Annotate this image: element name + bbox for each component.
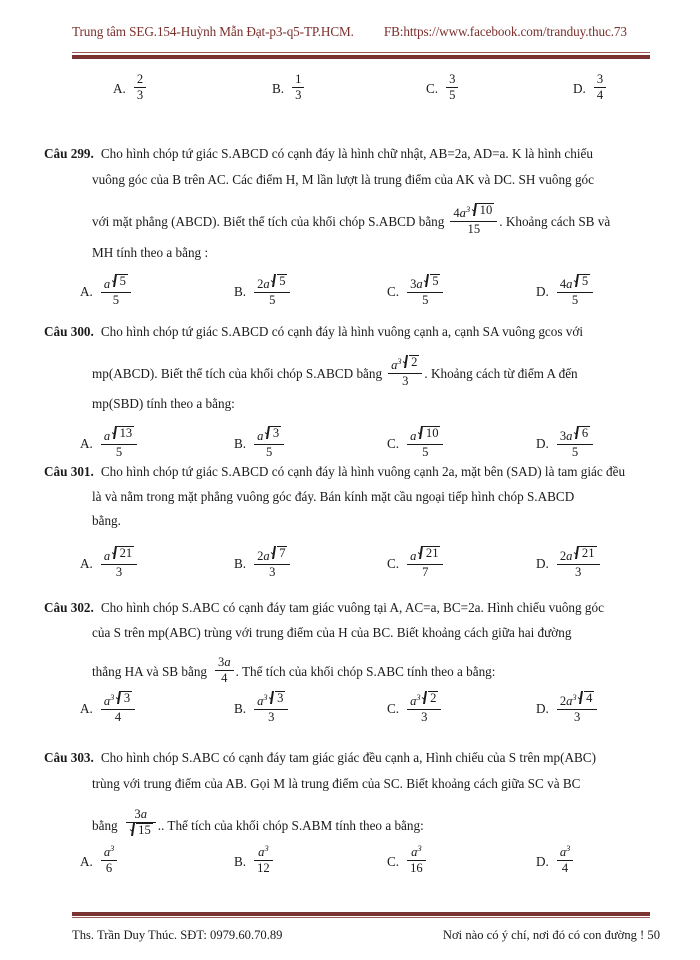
- option-a[interactable]: [80, 843, 119, 876]
- question-number: Câu 301.: [44, 464, 94, 479]
- option-d[interactable]: [536, 425, 595, 461]
- fraction-denominator: 5: [446, 87, 458, 102]
- question-301-line-2-wrap: [92, 489, 574, 504]
- question-text: bằng.: [92, 513, 121, 528]
- options-row-300: [0, 425, 700, 468]
- variable: a: [224, 655, 231, 669]
- radical-icon: [577, 692, 595, 705]
- option-value-fraction: [134, 73, 146, 102]
- option-d[interactable]: [536, 690, 599, 726]
- option-value-fraction: [557, 547, 600, 580]
- fraction-numerator: [557, 692, 598, 709]
- exponent: 3: [264, 843, 269, 853]
- fraction-numerator: [388, 356, 422, 373]
- variable: a: [459, 206, 466, 221]
- option-value-fraction: [594, 73, 606, 102]
- question-302-line-3-wrap: [92, 657, 495, 686]
- radicand: 5: [430, 274, 441, 288]
- option-letter: C.: [387, 701, 400, 717]
- fraction-denominator: 3: [407, 709, 441, 724]
- option-value-fraction: [407, 692, 441, 725]
- fraction-denominator: 5: [101, 444, 137, 459]
- option-value-fraction: [557, 692, 598, 725]
- question-299-line-1: [44, 146, 593, 161]
- option-value-fraction: [101, 547, 137, 580]
- option-letter: B.: [234, 436, 247, 452]
- option-letter: A.: [113, 80, 126, 96]
- radicand: 21: [117, 546, 134, 560]
- option-letter: C.: [387, 853, 400, 869]
- coefficient: 3: [410, 277, 417, 292]
- exponent: 3: [397, 357, 402, 367]
- fraction-numerator: [407, 547, 443, 564]
- question-299-line-4-wrap: [92, 245, 208, 260]
- fraction-numerator: [101, 843, 117, 860]
- radical-icon: [572, 547, 596, 560]
- exponent: 3: [417, 843, 422, 853]
- fraction-denominator: 5: [557, 292, 593, 307]
- option-letter: A.: [80, 284, 93, 300]
- question-301: [44, 464, 625, 479]
- option-a[interactable]: [80, 425, 139, 461]
- header-rule-thin: [72, 52, 650, 53]
- option-letter: B.: [234, 701, 247, 717]
- radical-icon: [416, 547, 440, 560]
- question-text: với mặt phẳng (ABCD). Biết thể tích của khối chóp S.ABCD bằng: [92, 213, 445, 229]
- radical-icon: [421, 692, 439, 705]
- fraction-numerator: [101, 692, 135, 709]
- question-text: MH tính theo a bằng :: [92, 245, 209, 260]
- question-number: Câu 300.: [44, 324, 94, 339]
- option-letter: B.: [234, 853, 247, 869]
- fraction-numerator: [254, 692, 288, 709]
- variable: a: [103, 429, 111, 444]
- fraction-denominator: 5: [254, 292, 290, 307]
- fraction-numerator: 2: [136, 72, 144, 86]
- radical-icon: [268, 692, 286, 705]
- fraction-denominator: 3: [254, 564, 290, 579]
- options-row-299: [0, 273, 700, 316]
- fraction-denominator: 4: [594, 87, 606, 102]
- fraction-numerator: [557, 843, 573, 860]
- fraction-denominator: 5: [407, 292, 443, 307]
- question-text: Cho hình chóp S.ABC có cạnh đáy tam giác giác đều cạnh a, Hình chiếu của S trên mp(ABC): [100, 750, 596, 765]
- option-a[interactable]: [113, 74, 148, 103]
- variable: a: [140, 807, 147, 821]
- footer-rule-thin: [72, 917, 650, 918]
- fraction-denominator: 3: [101, 564, 137, 579]
- radicand: 5: [579, 274, 590, 288]
- radicand: 21: [579, 546, 596, 560]
- question-number: Câu 302.: [44, 600, 94, 615]
- option-value-fraction: [446, 73, 458, 102]
- radicand: 3: [270, 426, 281, 440]
- fraction-numerator: [450, 204, 497, 221]
- variable: a: [257, 429, 264, 444]
- fraction-numerator: [101, 547, 137, 564]
- radicand: 3: [121, 691, 132, 705]
- radical-icon: [110, 547, 134, 560]
- option-value-fraction: [101, 275, 131, 308]
- option-a[interactable]: [80, 273, 133, 309]
- fraction-denominator: 3: [254, 709, 288, 724]
- fraction-numerator: 1: [295, 72, 302, 86]
- option-d[interactable]: [536, 273, 595, 309]
- question-text: Cho hình chóp tứ giác S.ABCD có cạnh đáy là hình vuông cạnh 2a, mặt bên (SAD) là tam giác đều: [100, 464, 626, 479]
- radicand: 13: [117, 426, 134, 440]
- radical-icon: [263, 427, 281, 440]
- fraction-denominator: 5: [101, 292, 131, 307]
- variable: a: [257, 694, 264, 709]
- variable: a: [103, 277, 111, 292]
- option-letter: A.: [80, 436, 93, 452]
- radicand: 5: [277, 274, 288, 288]
- question-300-line-3-wrap: [92, 396, 235, 411]
- option-b[interactable]: [234, 690, 290, 726]
- footer-rule-thick: [72, 912, 650, 916]
- option-letter: D.: [573, 80, 586, 96]
- question-text: Cho hình chóp S.ABC có cạnh đáy tam giác vuông tại A, AC=a, BC=2a. Hình chiếu vuông góc: [100, 600, 604, 615]
- question-300: [44, 324, 583, 339]
- fraction-numerator: 3: [596, 72, 604, 86]
- radicand: 7: [277, 546, 288, 560]
- fraction-denominator: 3: [388, 373, 422, 388]
- variable: a: [566, 549, 573, 564]
- radical-icon: [114, 692, 132, 705]
- fraction-numerator: 3: [449, 72, 456, 86]
- question-number: Câu 299.: [44, 146, 94, 161]
- option-value-fraction: [254, 427, 284, 460]
- option-letter: C.: [387, 436, 400, 452]
- fraction-numerator: [557, 547, 600, 564]
- option-letter: B.: [272, 80, 285, 96]
- options-row-top: [0, 74, 700, 114]
- option-value-fraction: [254, 547, 290, 580]
- option-letter: A.: [80, 701, 93, 717]
- fraction-numerator: [101, 427, 137, 444]
- option-value-fraction: [101, 692, 135, 725]
- exponent: 3: [465, 205, 471, 215]
- radical-icon: [423, 275, 441, 288]
- option-letter: C.: [387, 284, 400, 300]
- fraction-denominator: 4: [215, 670, 234, 685]
- variable: a: [566, 429, 573, 444]
- exponent: 3: [110, 843, 115, 853]
- radical-icon: [110, 275, 128, 288]
- option-value-fraction: [254, 692, 288, 725]
- question-303-line-3-wrap: [92, 809, 424, 842]
- option-letter: A.: [80, 556, 93, 572]
- radical-icon: [110, 427, 134, 440]
- coefficient: 3: [218, 655, 225, 669]
- fraction-denominator: 12: [254, 860, 273, 875]
- exponent: 3: [263, 693, 268, 703]
- page-header: [72, 24, 650, 54]
- option-b[interactable]: [234, 425, 286, 461]
- variable: a: [263, 549, 270, 564]
- option-letter: C.: [426, 80, 439, 96]
- question-text: bằng: [92, 817, 118, 833]
- question-text: thẳng HA và SB bằng: [92, 664, 208, 680]
- option-d[interactable]: [536, 545, 602, 581]
- option-a[interactable]: [80, 690, 137, 726]
- fraction-numerator: [101, 275, 131, 292]
- radical-icon: [270, 547, 288, 560]
- option-value-fraction: [407, 427, 443, 460]
- question-text: Cho hình chóp tứ giác S.ABCD có cạnh đáy là hình vuông cạnh a, cạnh SA vuông gcos với: [100, 324, 584, 339]
- radical-icon: [572, 427, 590, 440]
- exponent: 3: [110, 693, 115, 703]
- fraction-denominator: 3: [292, 87, 304, 102]
- question-302-line-2-wrap: [92, 625, 571, 640]
- radical-icon: [402, 356, 420, 369]
- option-value-fraction: [407, 275, 443, 308]
- question-text: vuông góc của B trên AC. Các điểm H, M lần lượt là trung điểm của AK và DC. SH vuông góc: [92, 172, 594, 187]
- option-value-fraction: [557, 843, 573, 876]
- option-value-fraction: [101, 843, 117, 876]
- option-letter: D.: [536, 284, 549, 300]
- option-b[interactable]: [234, 273, 292, 309]
- question-text: của S trên mp(ABC) trùng với trung điểm của H của BC. Biết khoảng cách giữa hai đường: [92, 625, 572, 640]
- option-c[interactable]: [387, 843, 428, 876]
- radicand: 2: [428, 691, 439, 705]
- fraction-denominator: 15: [450, 221, 497, 236]
- option-value-fraction: [292, 73, 304, 102]
- options-row-301: [0, 545, 700, 588]
- header-facebook-link[interactable]: FB:https://www.facebook.com/tranduy.thuc.73: [383, 24, 627, 39]
- option-c[interactable]: [387, 690, 443, 726]
- footer-author-contact: Ths. Trần Duy Thúc. SĐT: 0979.60.70.89: [72, 928, 283, 942]
- option-value-fraction: [254, 275, 290, 308]
- header-rule-thick: [72, 55, 650, 59]
- option-letter: B.: [234, 556, 247, 572]
- fraction-numerator: [255, 843, 271, 860]
- inline-fraction: [388, 356, 422, 389]
- question-301-line-3-wrap: [92, 513, 121, 528]
- question-303-line-2-wrap: [92, 776, 580, 791]
- question-number: Câu 303.: [44, 750, 94, 765]
- question-text: mp(ABCD). Biết thể tích của khối chóp S.ABCD bằng: [92, 365, 383, 381]
- option-d[interactable]: [536, 843, 575, 876]
- options-row-303: [0, 843, 700, 887]
- fraction-denominator: 3: [134, 87, 146, 102]
- fraction-numerator: [254, 427, 284, 444]
- fraction-numerator: [557, 427, 593, 444]
- variable: a: [410, 429, 417, 444]
- options-row-302: [0, 690, 700, 733]
- radical-icon: [270, 275, 288, 288]
- option-c[interactable]: [387, 425, 445, 461]
- question-text-tail: . Thể tích của khối chóp S.ABC tính theo a bằng:: [235, 664, 496, 680]
- fraction-denominator: 5: [557, 444, 593, 459]
- radicand: 10: [423, 426, 440, 440]
- option-value-fraction: [254, 843, 273, 876]
- option-b[interactable]: [234, 843, 275, 876]
- fraction-numerator: [408, 843, 424, 860]
- fraction-numerator: [131, 808, 150, 822]
- variable: a: [103, 845, 111, 859]
- fraction-denominator: [126, 822, 156, 840]
- question-text-tail: . Khoảng cách từ điểm A đến: [424, 365, 578, 381]
- header-center-name: Trung tâm SEG.154-Huỳnh Mẫn Đạt-p3-q5-TP.HCM.: [72, 24, 354, 39]
- question-303: [44, 750, 596, 765]
- option-c[interactable]: [387, 273, 445, 309]
- radicand: 21: [423, 546, 440, 560]
- coefficient: 4: [559, 277, 567, 292]
- fraction-denominator: 7: [407, 564, 443, 579]
- fraction-numerator: [254, 547, 290, 564]
- option-a[interactable]: [80, 545, 139, 581]
- question-299-line-3-wrap: [92, 202, 611, 238]
- option-b[interactable]: [272, 74, 306, 103]
- option-letter: C.: [387, 556, 400, 572]
- fraction-numerator: [407, 275, 443, 292]
- inline-fraction: [215, 656, 234, 685]
- question-text: trùng với trung điểm của AB. Gọi M là trung điểm của SC. Biết khoảng cách giữa SC và BC: [92, 776, 581, 791]
- inline-fraction: [450, 204, 497, 237]
- fraction-denominator: 4: [101, 709, 135, 724]
- coefficient: 4: [453, 206, 460, 221]
- option-letter: D.: [536, 556, 549, 572]
- variable: a: [559, 845, 567, 859]
- question-300-line-2-wrap: [92, 354, 578, 390]
- footer-motto-and-page: Nơi nào có ý chí, nơi đó có con đường ! 50: [442, 928, 660, 942]
- radicand: 10: [477, 203, 494, 217]
- question-299-line-2-wrap: [92, 172, 594, 187]
- variable: a: [103, 549, 111, 564]
- option-value-fraction: [557, 427, 593, 460]
- fraction-denominator: 3: [557, 564, 600, 579]
- exponent: 3: [416, 693, 421, 703]
- inline-fraction: [126, 808, 156, 841]
- radical-icon: [470, 204, 494, 217]
- variable: a: [416, 277, 423, 292]
- option-b[interactable]: [234, 545, 292, 581]
- coefficient: 2: [257, 549, 264, 564]
- radical-icon: [416, 427, 440, 440]
- fraction-denominator: 5: [407, 444, 443, 459]
- option-c[interactable]: [426, 74, 460, 103]
- fraction-numerator: [215, 656, 234, 670]
- coefficient: 3: [134, 807, 141, 821]
- option-value-fraction: [407, 547, 443, 580]
- radicand: 4: [584, 691, 595, 705]
- question-text: là và nằm trong mặt phẳng vuông góc đáy. Bán kính mặt cầu ngoại tiếp hình chóp S.ABCD: [92, 489, 575, 504]
- option-letter: D.: [536, 436, 549, 452]
- option-c[interactable]: [387, 545, 445, 581]
- variable: a: [411, 845, 418, 859]
- option-letter: D.: [536, 853, 549, 869]
- question-text-tail: .. Thể tích của khối chóp S.ABM tính theo a bằng:: [157, 817, 424, 833]
- question-299: [44, 146, 593, 161]
- question-302: [44, 600, 604, 615]
- option-d[interactable]: [573, 74, 608, 103]
- fraction-denominator: 3: [557, 709, 598, 724]
- fraction-numerator: [407, 692, 441, 709]
- fraction-denominator: 5: [254, 444, 284, 459]
- question-text: mp(SBD) tính theo a bằng:: [92, 396, 235, 411]
- radicand: 2: [409, 355, 420, 369]
- coefficient: 2: [257, 277, 264, 292]
- variable: a: [410, 549, 417, 564]
- coefficient: 2: [559, 549, 567, 564]
- variable: a: [258, 845, 265, 859]
- variable: a: [566, 694, 573, 709]
- variable: a: [566, 277, 573, 292]
- variable: a: [263, 277, 270, 292]
- option-value-fraction: [557, 275, 593, 308]
- radical-icon: [572, 275, 590, 288]
- fraction-denominator: 6: [101, 860, 117, 875]
- radical-icon: [129, 824, 153, 837]
- fraction-denominator: 4: [557, 860, 573, 875]
- exponent: 3: [566, 843, 571, 853]
- option-letter: D.: [536, 701, 549, 717]
- fraction-numerator: [557, 275, 593, 292]
- variable: a: [103, 694, 111, 709]
- page-footer: [72, 928, 660, 943]
- fraction-numerator: [254, 275, 290, 292]
- radicand: 3: [275, 691, 286, 705]
- coefficient: 3: [559, 429, 567, 444]
- option-letter: A.: [80, 853, 93, 869]
- variable: a: [410, 694, 417, 709]
- fraction-numerator: [407, 427, 443, 444]
- radicand: 5: [117, 274, 128, 288]
- question-text: Cho hình chóp tứ giác S.ABCD có cạnh đáy là hình chữ nhật, AB=2a, AD=a. K là hình chiếu: [100, 146, 593, 161]
- option-value-fraction: [101, 427, 137, 460]
- coefficient: 2: [559, 694, 567, 709]
- exponent: 3: [572, 693, 577, 703]
- option-value-fraction: [407, 843, 426, 876]
- variable: a: [391, 358, 398, 373]
- fraction-denominator: 16: [407, 860, 426, 875]
- radicand: 6: [579, 426, 590, 440]
- radicand: 15: [136, 823, 153, 837]
- question-text-tail: . Khoảng cách SB và: [499, 213, 611, 229]
- option-letter: B.: [234, 284, 247, 300]
